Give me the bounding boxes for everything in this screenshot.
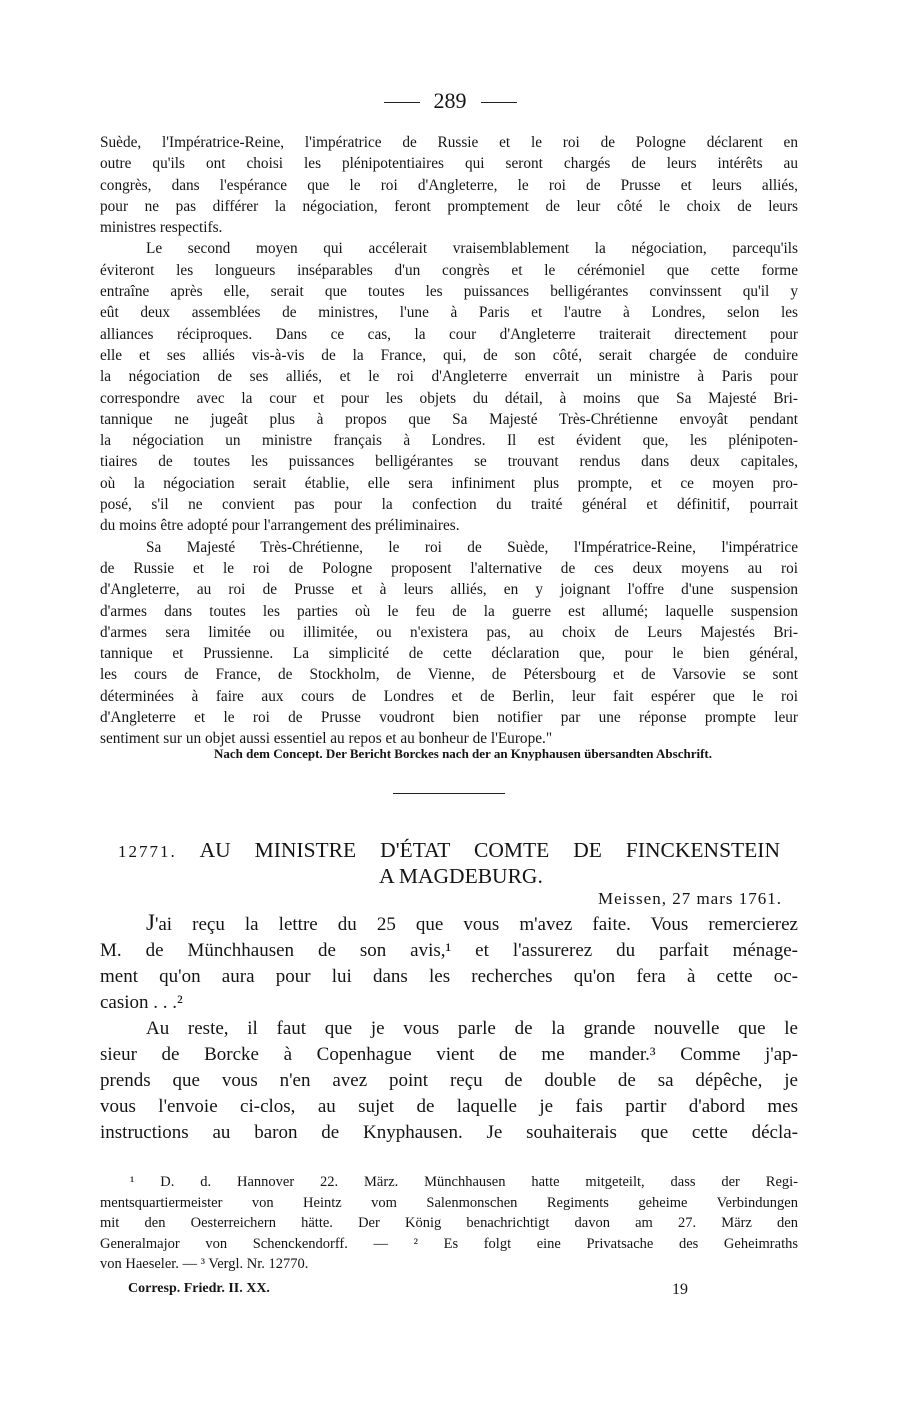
text-line: correspondre avec la cour et pour les objets du détail, à moins que Sa Majesté Bri- [100,389,798,407]
text-line: congrès, dans l'espérance que le roi d'Angleterre, le roi de Prusse et leurs alliés, [100,176,798,194]
footnote-line: Generalmajor von Schenckendorff. — ² Es folgt eine Privatsache des Geheimraths [100,1235,798,1252]
page-footer [128,1281,688,1297]
text-line: alliances réciproques. Dans ce cas, la cour d'Angleterre traiterait directement pour [100,325,798,343]
document-number: 12771. [118,842,177,861]
letter-line: Au reste, il faut que je vous parle de la grande nouvelle que le [146,1018,798,1039]
main-text [100,132,798,750]
letter-paragraph-1 [100,910,798,1016]
footnote-line: mit den Oesterreichern hätte. Der König benachrichtigt davon am 27. März den [100,1215,798,1231]
text-line: tiaires de toutes les puissances belligérantes se trouvant rendus dans deux capitales, [100,453,798,471]
text-line: tannique et Prussienne. La simplicité de cette déclaration que, pour le bien général, [100,645,798,663]
letter-line: prends que vous n'en avez point reçu de double de sa dépêche, je [100,1070,798,1091]
letter-line: instructions au baron de Knyphausen. Je souhaiterais que cette décla- [100,1122,798,1143]
text-line: d'armes dans toutes les parties où le feu de la guerre est allumé; laquelle suspension [100,602,798,620]
paragraph-3 [100,537,798,750]
letter-line [100,910,798,938]
dateline: Meissen, 27 mars 1761. [598,889,782,908]
header-dash-left [384,102,420,103]
page-number: 289 [433,88,467,113]
document-heading [118,838,780,888]
text-line: où la négociation serait établie, elle sera infiniment plus prompte, et ce moyen pro- [100,474,798,492]
footnote-line: mentsquartiermeister von Heintz vom Salenmonschen Regiments geheime Verbindungen [100,1194,798,1211]
text-line: de Russie et le roi de Pologne proposent l'alternative de ces deux moyens au roi [100,559,798,577]
text-line: Sa Majesté Très-Chrétienne, le roi de Suède, l'Impératrice-Reine, l'impératrice [146,538,798,556]
letter-line: vous l'envoie ci-clos, au sujet de laquelle je fais partir d'abord mes [100,1096,798,1117]
footnotes [100,1172,798,1275]
text-line: elle et ses alliés vis-à-vis de la France, qui, de son côté, serait chargée de conduire [100,346,798,364]
document-title-line-2: A MAGDEBURG. [379,864,543,888]
footer-reference: Corresp. Friedr. II. XX. [128,1281,270,1296]
letter-line: sieur de Borcke à Copenhague vient de me mander.³ Comme j'ap- [100,1044,798,1065]
text-line: éviteront les longueurs inséparables d'un congrès et le cérémoniel que cette forme [100,261,798,279]
footnote-line: von Haeseler. — ³ Vergl. Nr. 12770. [100,1256,309,1272]
section-divider [393,793,505,794]
footnote-line: ¹ D. d. Hannover 22. März. Münchhausen hatte mitgeteilt, dass der Regi- [130,1174,798,1190]
text-line: du moins être adopté pour l'arrangement des préliminaires. [100,517,460,535]
paragraph-1 [100,132,798,238]
drop-cap: J [146,910,155,935]
text-line: d'armes sera limitée ou illimitée, ou n'existera pas, au choix de Leurs Majestés Bri- [100,623,798,641]
text-line: d'Angleterre, au roi de Prusse et à leurs alliés, en y joignant l'offre d'une suspension [100,581,798,599]
signature-mark: 19 [672,1281,688,1298]
text-line: Suède, l'Impératrice-Reine, l'impératrice de Russie et le roi de Pologne déclarent en [100,134,798,151]
letter-line: casion . . .² [100,992,183,1013]
heading-line-1 [118,838,780,864]
letter-line-text: 'ai reçu la lettre du 25 que vous m'avez faite. Vous remercierez [154,914,798,935]
text-line: tannique ne jugeât plus à propos que Sa Majesté Très-Chrétienne envoyât pendant [100,410,798,428]
letter-body [100,910,798,1146]
letter-line: ment qu'on aura pour lui dans les recherches qu'on fera à cette oc- [100,966,798,987]
text-line: la négociation un ministre français à Londres. Il est évident que, les plénipoten- [100,432,798,450]
text-line: eût deux assemblées de ministres, l'une à Paris et l'autre à Londres, selon les [100,304,798,322]
letter-line: M. de Münchhausen de son avis,¹ et l'assurerez du parfait ménage- [100,940,798,961]
text-line: déterminées à faire aux cours de Londres et de Berlin, leur fait espérer que le roi [100,687,798,705]
text-line: la négociation de ses alliés, et le roi d'Angleterre enverrait un ministre à Paris pour [100,368,798,386]
document-title-line-1: AU MINISTRE D'ÉTAT COMTE DE FINCKENSTEIN [199,838,780,862]
header-dash-right [481,102,517,103]
text-line: posé, s'il ne convient pas pour la confection du traité général et définitif, pourrait [100,496,798,514]
text-line: pour ne pas différer la négociation, feront promptement de leur côté le choix de leurs [100,197,798,215]
text-line: outre qu'ils ont choisi les plénipotentiaires qui seront chargés de leurs intérêts au [100,155,798,173]
text-line: ministres respectifs. [100,219,223,237]
letter-paragraph-2 [100,1016,798,1146]
text-line: sentiment sur un objet aussi essentiel au repos et au bonheur de l'Europe." [100,730,553,748]
page-header [0,88,900,114]
paragraph-2 [100,238,798,536]
text-line: Le second moyen qui accélerait vraisemblablement la négociation, parcequ'ils [146,240,798,258]
text-line: les cours de France, de Stockholm, de Vienne, de Pétersbourg et de Varsovie se sont [100,666,798,684]
source-note: Nach dem Concept. Der Bericht Borckes nach der an Knyphausen übersandten Abschrift. [214,746,712,761]
text-line: d'Angleterre et le roi de Prusse voudront bien notifier par une réponse prompte leur [100,709,798,727]
text-line: entraîne après elle, serait que toutes les puissances belligérantes convinssent qu'il y [100,283,798,301]
